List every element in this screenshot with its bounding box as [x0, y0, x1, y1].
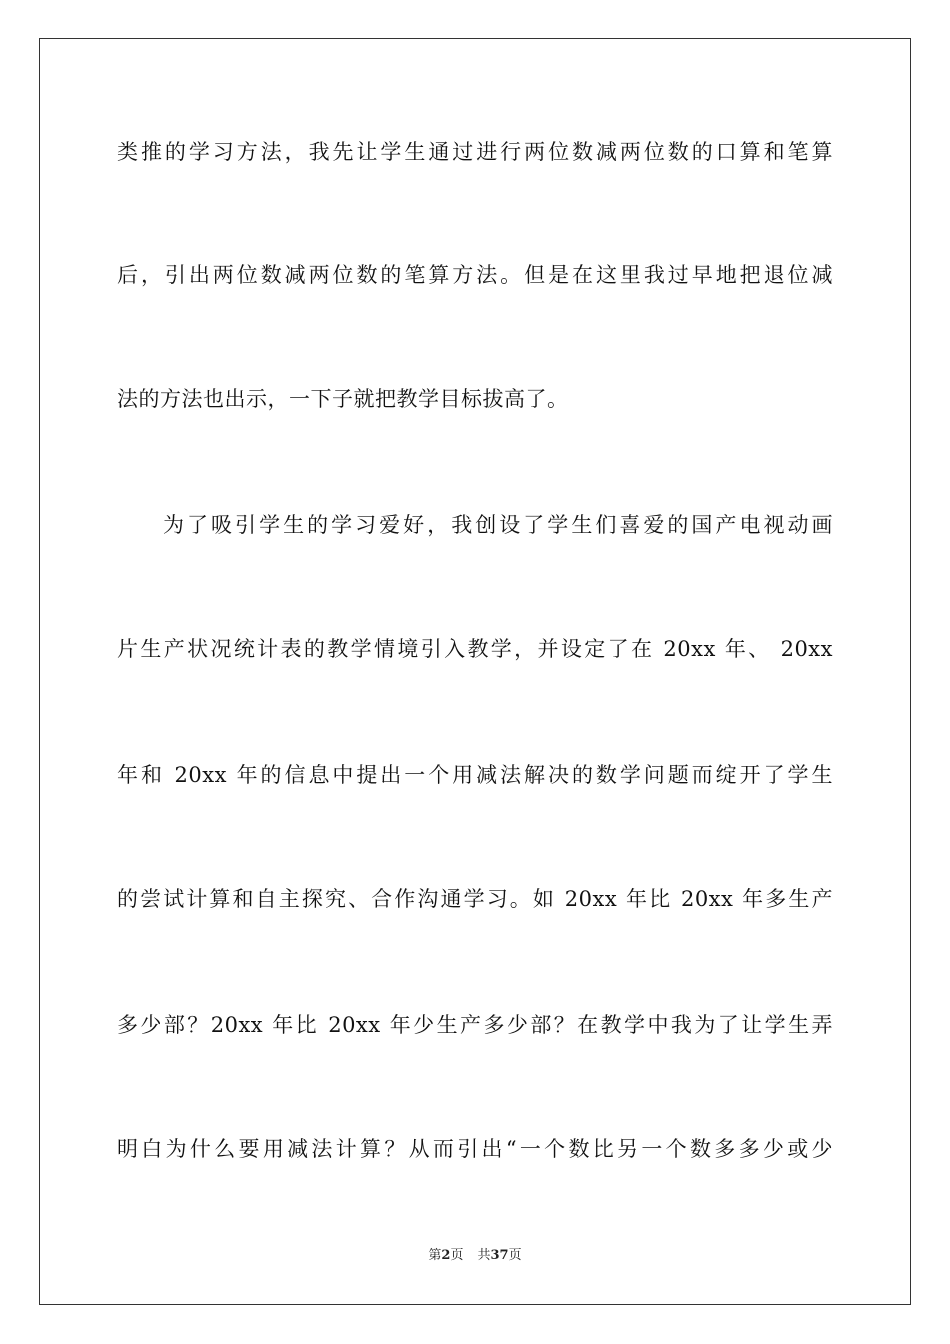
body-text-line-4: 为了吸引学生的学习爱好，我创设了学生们喜爱的国产电视动画	[163, 513, 833, 537]
body-text-line-8: 多少部？20xx 年比 20xx 年少生产多少部？在教学中我为了让学生弄	[117, 1013, 833, 1037]
body-text-line-5: 片生产状况统计表的教学情境引入教学，并设定了在 20xx 年、 20xx	[117, 637, 833, 661]
body-text-line-6: 年和 20xx 年的信息中提出一个用减法解决的数学问题而绽开了学生	[117, 763, 833, 787]
footer-page-prefix: 第	[428, 1248, 442, 1263]
footer-page-number: 2	[441, 1248, 451, 1263]
footer-total-suffix: 页	[508, 1248, 522, 1263]
body-text-line-9: 明白为什么要用减法计算？从而引出“一个数比另一个数多多少或少	[117, 1137, 833, 1161]
body-text-line-3: 法的方法也出示，一下子就把教学目标拔高了。	[117, 387, 569, 411]
page-footer	[0, 1247, 950, 1265]
body-text-line-1: 类推的学习方法，我先让学生通过进行两位数减两位数的口算和笔算	[117, 140, 833, 164]
page-border	[39, 38, 911, 1305]
footer-page-suffix: 页	[450, 1248, 464, 1263]
footer-total-pages: 37	[490, 1248, 509, 1263]
body-text-line-7: 的尝试计算和自主探究、合作沟通学习。如 20xx 年比 20xx 年多生产	[117, 887, 833, 911]
footer-total-prefix: 共	[477, 1248, 491, 1263]
body-text-line-2: 后，引出两位数减两位数的笔算方法。但是在这里我过早地把退位减	[117, 263, 833, 287]
